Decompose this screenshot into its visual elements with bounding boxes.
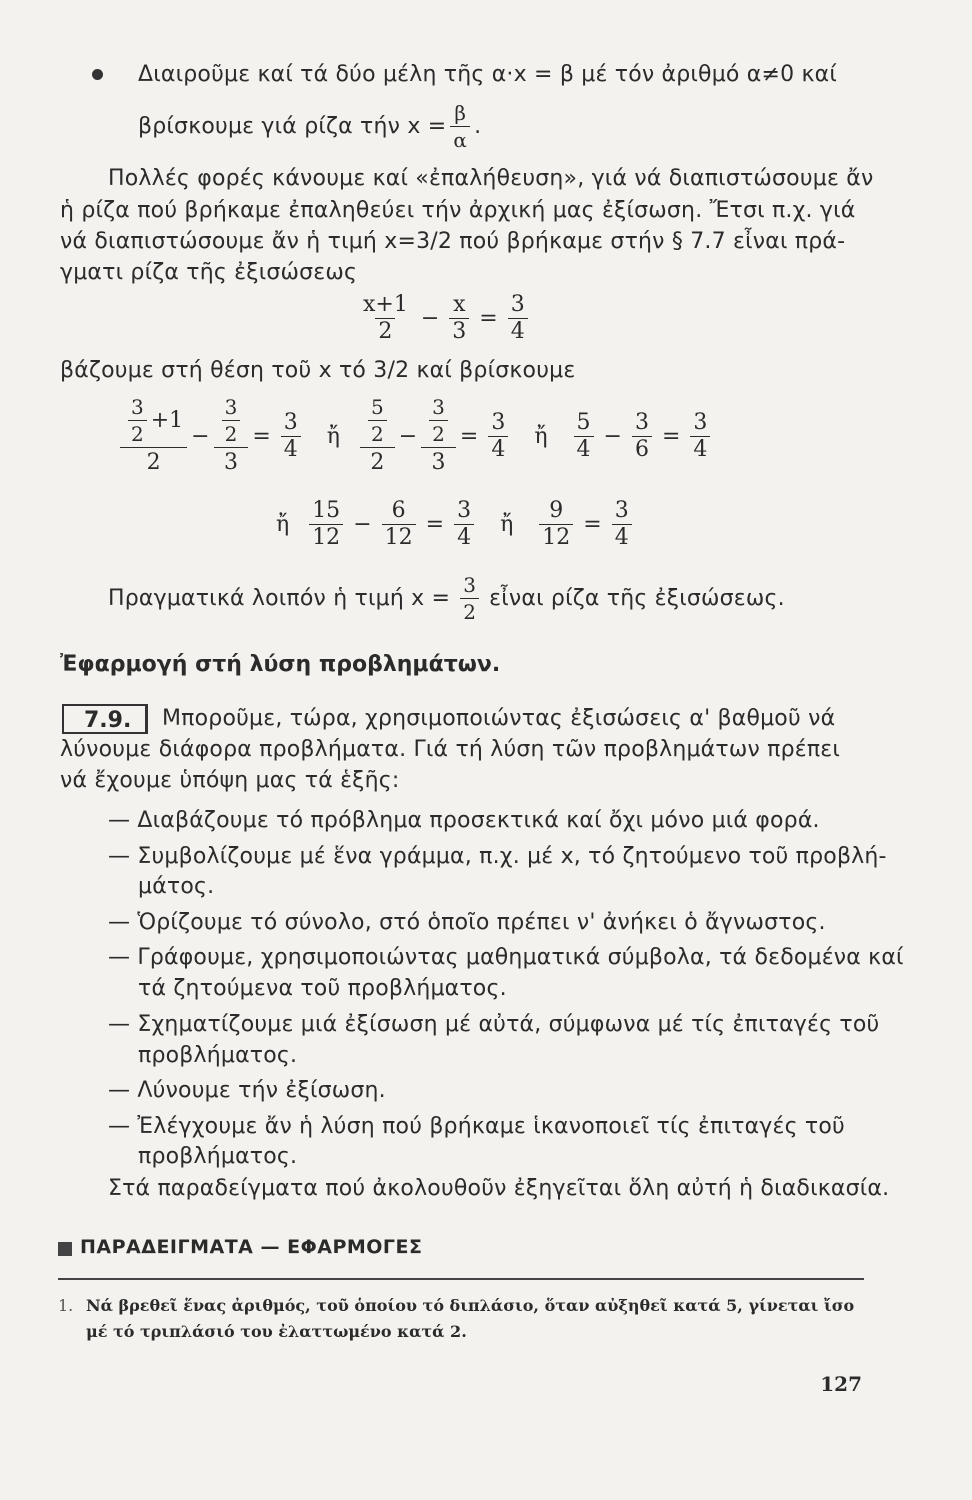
closing-line: Στά παραδείγματα πού ἀκολουθοῦν ἐξηγεῖται ὅλη αὐτή ἡ διαδικασία.	[108, 1176, 890, 1201]
square-bullet-icon	[58, 1242, 72, 1256]
step-6: — Λύνουμε τήν ἐξίσωση.	[108, 1078, 386, 1103]
eq1-t3-den: 4	[508, 318, 528, 345]
eq2-or2: ἤ	[534, 423, 548, 449]
step-7-cont: προβλήματος.	[138, 1144, 298, 1169]
para4-num: 3	[463, 573, 477, 597]
para2-line1: Πολλές φορές κάνουμε καί «ἐπαλήθευση», γιά νά διαπιστώσουμε ἄν	[108, 166, 874, 191]
eq3-or1: ἤ	[276, 512, 290, 537]
para4-den: 2	[460, 598, 479, 625]
root-fraction-num: β	[454, 101, 467, 125]
eq2-d-top-num: 5	[370, 395, 384, 419]
section-line2: λύνουμε διάφορα προβλήματα. Γιά τή λύση τῶν προβλημάτων πρέπει	[60, 737, 841, 762]
eq2-e	[423, 394, 454, 478]
equation-2: $\frac{3}{2}$ +1 2 − $\frac{\frac{3}{2}}{3}$ = $\frac{3}{4}$ ἤ $\frac{5}{2}$ 2 − $\frac{\frac{3}{2}}{3}$ = $\frac{3}{4}$ ἤ $\frac{5}{4}$ − $\frac{3}{6}$ = $\frac{3}{4}$	[122, 394, 714, 478]
section-line3: νά ἔχουμε ὑπόψη μας τά ἑξῆς:	[60, 768, 400, 793]
eq2-d-den: 2	[360, 447, 395, 478]
section-number: 7.9.	[62, 704, 148, 734]
eq3-e-den: 4	[612, 524, 632, 551]
para1-line1: Διαιροῦμε καί τά δύο μέλη τῆς α·x = β μέ τόν ἀριθμό α≠0 καί	[138, 62, 837, 87]
para4	[108, 572, 785, 625]
step-5: — Σχηματίζουμε μιά ἐξίσωση μέ αὐτά, σύμφωνα μέ τίς ἐπιταγές τοῦ	[108, 1012, 880, 1037]
examples-heading: ΠΑΡΑΔΕΙΓΜΑΤΑ — ΕΦΑΡΜΟΓΕΣ	[80, 1236, 423, 1258]
eq2-a	[122, 394, 185, 478]
eq1-equals: =	[479, 306, 498, 331]
eq1-t2-den: 3	[449, 318, 469, 345]
eq2-i-num: 3	[693, 409, 708, 435]
eq1-t2-num: x	[453, 292, 466, 317]
eq2-g-den: 4	[574, 436, 594, 463]
para1-line2	[138, 100, 481, 153]
eq2-c-num: 3	[283, 409, 298, 435]
eq2-a-den: 2	[120, 447, 187, 478]
root-fraction	[450, 100, 470, 153]
eq1-t1-den: 2	[375, 318, 395, 345]
eq2-h-den: 6	[632, 436, 652, 463]
eq3-c-den: 4	[454, 524, 474, 551]
step-4-cont: τά ζητούμενα τοῦ προβλήματος.	[138, 976, 507, 1001]
equation-3: ἤ $\frac{15}{12}$ − $\frac{6}{12}$ = $\frac{3}{4}$ ἤ $\frac{9}{12}$ = $\frac{3}{4}$	[270, 498, 636, 551]
step-7: — Ἐλέγχουμε ἄν ἡ λύση πού βρήκαμε ἱκανοποιεῖ τίς ἐπιταγές τοῦ	[108, 1114, 845, 1139]
eq1-t3-num: 3	[510, 292, 525, 317]
section-line1: Μποροῦμε, τώρα, χρησιμοποιώντας ἐξισώσεις α' βαθμοῦ νά	[162, 706, 836, 731]
equation-1	[356, 292, 532, 345]
eq2-i-den: 4	[690, 436, 710, 463]
step-5-cont: προβλήματος.	[138, 1043, 298, 1068]
eq2-e-den: 3	[421, 447, 456, 478]
eq3-e-num: 3	[614, 498, 629, 523]
step-3: — Ὁρίζουμε τό σύνολο, στό ὁποῖο πρέπει ν' ἀνήκει ὁ ἄγνωστος.	[108, 910, 826, 935]
eq2-b	[216, 394, 247, 478]
para1-line2-prefix: βρίσκουμε γιά ρίζα τήν x =	[138, 113, 447, 139]
para1-line2-suffix: .	[474, 113, 482, 139]
eq2-h-num: 3	[634, 409, 649, 435]
para4-suffix: εἶναι ρίζα τῆς ἐξισώσεως.	[489, 585, 785, 611]
eq3-c-num: 3	[457, 498, 472, 523]
eq2-d	[362, 394, 393, 478]
eq1-t1-num: x+1	[363, 292, 408, 317]
eq2-b-den: 3	[214, 447, 249, 478]
eq2-or1: ἤ	[326, 423, 340, 449]
eq3-b-den: 12	[382, 524, 416, 551]
para2-line2: ἡ ρίζα πού βρήκαμε ἐπαληθεύει τήν ἀρχική μας ἐξίσωση. Ἔτσι π.χ. γιά	[60, 198, 856, 223]
para2-line3: νά διαπιστώσουμε ἄν ἡ τιμή x=3/2 πού βρήκαμε στήν § 7.7 εἶναι πρά-	[60, 229, 846, 254]
eq3-d-num: 9	[549, 498, 564, 523]
eq2-c-den: 4	[281, 436, 301, 463]
eq2-a-top-num: 3	[131, 395, 144, 419]
application-heading: Ἐφαρμογή στή λύση προβλημάτων.	[60, 652, 501, 677]
eq2-f-den: 4	[488, 436, 508, 463]
step-2-cont: μάτος.	[138, 874, 215, 899]
eq2-e-top-num: 3	[432, 395, 445, 419]
step-2: — Συμβολίζουμε μέ ἕνα γράμμα, π.χ. μέ x, τό ζητούμενο τοῦ προβλή-	[108, 844, 887, 869]
eq2-d-top-den: 2	[368, 420, 387, 447]
eq3-a-den: 12	[309, 524, 343, 551]
bullet-icon	[92, 69, 103, 80]
eq2-a-top-den: 2	[128, 420, 147, 447]
eq2-b-top-num: 3	[224, 395, 238, 419]
eq2-a-plus: +1	[150, 408, 184, 433]
eq3-a-num: 15	[312, 498, 341, 523]
eq3-or2: ἤ	[500, 512, 514, 537]
page-number: 127	[820, 1372, 862, 1396]
para4-prefix: Πραγματικά λοιπόν ἡ τιμή x =	[108, 585, 451, 611]
divider	[58, 1278, 864, 1280]
eq2-g-num: 5	[576, 409, 591, 435]
eq1-minus: −	[420, 306, 440, 331]
step-1: — Διαβάζουμε τό πρόβλημα προσεκτικά καί ὄχι μόνο μιά φορά.	[108, 808, 820, 833]
eq3-d-den: 12	[539, 524, 573, 551]
para2-line4: γματι ρίζα τῆς ἐξισώσεως	[60, 260, 358, 285]
eq2-b-top-den: 2	[222, 420, 241, 447]
eq3-b-num: 6	[391, 498, 406, 523]
root-fraction-den: α	[450, 126, 470, 153]
eq2-e-top-den: 2	[429, 420, 448, 447]
example-1-line1: Νά βρεθεῖ ἕνας ἀριθμός, τοῦ ὁποίου τό διπλάσιο, ὅταν αὐξηθεῖ κατά 5, γίνεται ἴσο	[86, 1296, 855, 1315]
step-4: — Γράφουμε, χρησιμοποιώντας μαθηματικά σύμβολα, τά δεδομένα καί	[108, 945, 904, 970]
example-1-line2: μέ τό τριπλάσιό του ἐλαττωμένο κατά 2.	[86, 1322, 467, 1341]
example-1-number: 1.	[58, 1296, 74, 1315]
eq2-f-num: 3	[491, 409, 506, 435]
para3: βάζουμε στή θέση τοῦ x τό 3/2 καί βρίσκουμε	[60, 358, 576, 383]
